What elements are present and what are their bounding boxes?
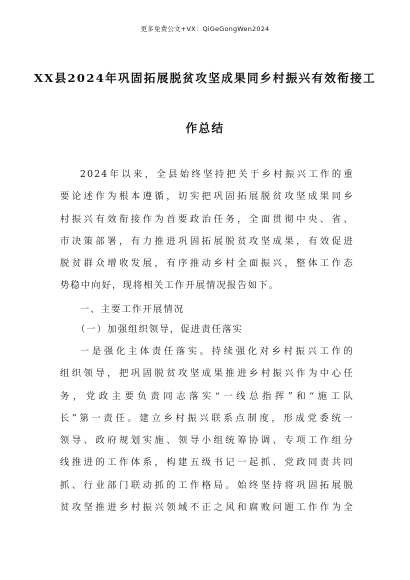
document-title-line-2: 作总结 — [185, 121, 225, 135]
header-note: 更多免费公文+VX：QiGeGongWen2024 — [140, 25, 270, 33]
paragraph-line: 2024年以来，全县始终坚持把关于乡村振兴工作的重 — [80, 169, 354, 180]
paragraph-line: 长”第一责任。建立乡村振兴联系点制度，形成党委统一 — [60, 412, 354, 424]
paragraph-line: 村振兴有效衔接作为首要政治任务，全面贯彻中央、省、 — [60, 213, 354, 225]
paragraph-line: 贫攻坚推进乡村振兴领域不正之风和腐败问题工作作为全 — [60, 502, 354, 514]
body-paragraph — [60, 341, 354, 519]
paragraph-line: 抓、行业部门联动抓的工作格局。始终坚持将巩固拓展脱 — [60, 479, 354, 491]
paragraph-line: 线推进的工作体系，构建五级书记一起抓、党政同责共同 — [60, 457, 354, 469]
paragraph-line: 组织领导，把巩固脱贫攻坚成果推进乡村振兴作为中心任 — [60, 368, 354, 380]
paragraph-line: 市决策部署，有力推进巩固拓展脱贫攻坚成果，有效促进 — [60, 235, 354, 247]
paragraph-line: 势稳中向好，现将相关工作开展情况报告如下。 — [60, 280, 280, 292]
paragraph-line: 一是强化主体责任落实。持续强化对乡村振兴工作的 — [80, 346, 354, 357]
paragraph-line: 领导、政府规划实施、领导小组统筹协调、专项工作组分 — [60, 435, 354, 447]
document-title-line-1: XX县2024年巩固拓展脱贫攻坚成果同乡村振兴有效衔接工 — [33, 71, 377, 85]
paragraph-line: 要论述作为根本遵循，切实把巩固拓展脱贫攻坚成果同乡 — [60, 191, 354, 203]
paragraph-line: 脱贫群众增收发展，有序推动乡村全面振兴，整体工作态 — [60, 258, 354, 270]
section-heading: 一、主要工作开展情况 — [80, 304, 185, 315]
subsection-heading: （一）加强组织领导，促进责任落实 — [76, 324, 243, 335]
intro-paragraph — [60, 164, 354, 298]
paragraph-line: 务，党政主要负责同志落实“一线总指挥”和“施工队 — [60, 390, 354, 402]
